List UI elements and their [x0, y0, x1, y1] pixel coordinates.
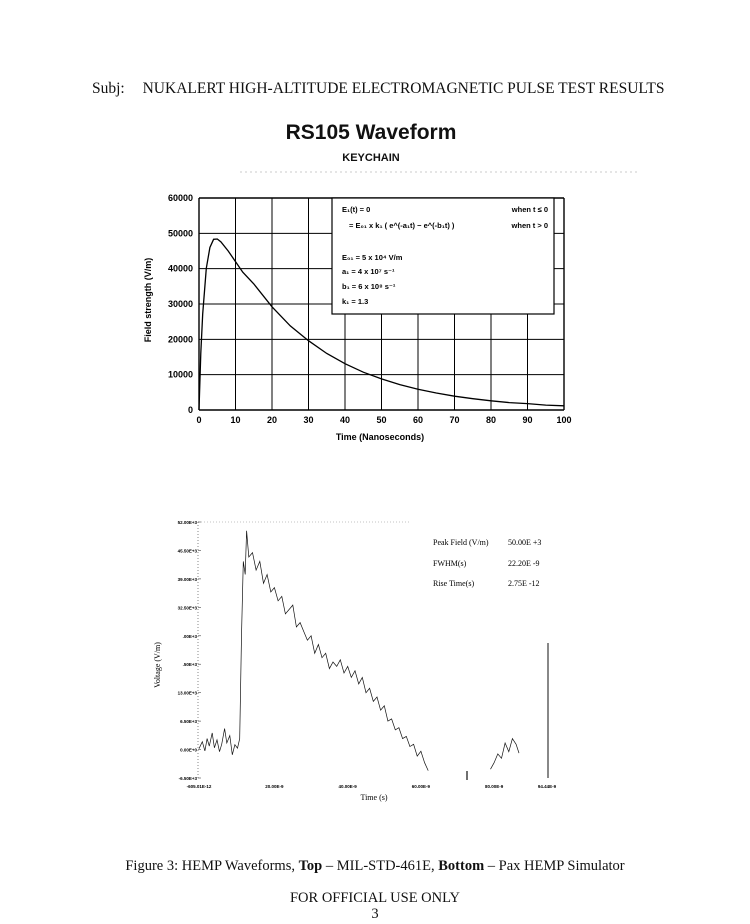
subject-text: NUKALERT HIGH-ALTITUDE ELECTROMAGNETIC PULSE TEST RESULTS: [142, 80, 665, 97]
formula-line-left: a₁ = 4 x 10⁷ s⁻¹: [342, 267, 395, 276]
security-marking: FOR OFFICIAL USE ONLY: [289, 890, 460, 906]
readout-peak-value: 50.00E +3: [508, 538, 542, 547]
bottom-chart-y-axis-label: Voltage (V/m): [153, 642, 162, 688]
bottom-y-tick-label: .00E+3: [182, 633, 197, 639]
top-chart-x-axis-label: Time (Nanoseconds): [335, 432, 425, 442]
top-chart-y-axis-label: Field strength (V/m): [143, 257, 153, 343]
top-y-tick-label: 30000: [167, 299, 193, 309]
top-chart-x-ticks: [196, 415, 571, 425]
formula-line-left: k₁ = 1.3: [342, 297, 369, 306]
readout-fwhm-value: 22.20E -9: [508, 559, 540, 568]
bottom-y-tick-label: 39.00E+3: [177, 576, 197, 582]
caption-top-text: – MIL-STD-461E,: [322, 858, 439, 874]
bottom-y-tick-label: 0.00E+0: [180, 747, 197, 753]
formula-line-left: b₁ = 6 x 10⁸ s⁻¹: [342, 282, 396, 291]
bottom-y-tick-label: 45.50E+3: [177, 548, 197, 554]
bottom-y-tick-label: -6.50E+3: [178, 776, 197, 781]
top-x-tick-label: 0: [196, 415, 202, 425]
formula-line-left: E₁(t) = 0: [342, 205, 371, 214]
top-chart-subtitle: KEYCHAIN: [342, 152, 400, 164]
top-y-tick-label: 20000: [167, 334, 193, 345]
top-x-tick-label: 50: [376, 415, 387, 425]
top-x-tick-label: 90: [522, 415, 533, 425]
bottom-chart-y-ticks: [178, 520, 201, 781]
top-y-tick-label: 0: [187, 405, 193, 415]
caption-top-label: Top: [298, 858, 323, 874]
formula-box: [332, 198, 554, 314]
subject-label: Subj:: [92, 80, 125, 97]
top-x-tick-label: 80: [485, 415, 497, 425]
bottom-y-tick-label: 6.50E+3: [180, 719, 197, 725]
bottom-chart: [153, 520, 557, 802]
bottom-chart-x-ticks: [187, 784, 557, 789]
top-x-tick-label: 60: [412, 415, 424, 425]
top-chart-title: RS105 Waveform: [285, 121, 457, 144]
top-chart: [143, 193, 572, 442]
top-x-tick-label: 70: [449, 415, 460, 425]
bottom-x-tick-label: 20.00E-9: [265, 784, 284, 789]
bottom-y-tick-label: 13.00E+3: [177, 690, 197, 696]
readout-rise-label: Rise Time(s): [433, 579, 475, 588]
top-chart-y-ticks: [168, 193, 193, 415]
top-y-tick-label: 40000: [167, 263, 193, 274]
top-y-tick-label: 60000: [167, 193, 193, 203]
caption-bottom-text: – Pax HEMP Simulator: [484, 858, 625, 874]
bottom-y-tick-label: 32.50E+3: [177, 605, 197, 611]
bottom-x-tick-label: -605.01E-12: [186, 784, 212, 789]
readout-fwhm-label: FWHM(s): [433, 559, 467, 568]
bottom-x-tick-label: 60.00E-9: [411, 784, 431, 789]
bottom-y-tick-label: 52.00E+3: [177, 520, 197, 525]
bottom-x-tick-label: 80.00E-9: [484, 784, 504, 789]
bottom-chart-readout: [433, 538, 541, 588]
bottom-chart-series-tail: [491, 739, 520, 770]
top-y-tick-label: 50000: [167, 228, 193, 239]
top-x-tick-label: 100: [556, 415, 572, 425]
top-x-tick-label: 30: [303, 415, 314, 425]
formula-line-right: when t ≤ 0: [511, 205, 548, 214]
formula-line-left: = E₀₁ x k₁ ( e^(-a₁t) − e^(-b₁t) ): [349, 221, 455, 230]
caption-prefix: Figure 3: HEMP Waveforms,: [125, 858, 299, 874]
readout-rise-value: 2.75E -12: [508, 579, 540, 588]
formula-line-left: E₀₁ = 5 x 10⁴ V/m: [342, 253, 403, 262]
figure-caption: [0, 858, 750, 875]
bottom-chart-series-main: [199, 531, 428, 771]
page-number: 3: [371, 906, 379, 922]
top-x-tick-label: 20: [266, 415, 278, 425]
top-x-tick-label: 10: [230, 415, 241, 425]
bottom-y-tick-label: .50E+3: [182, 662, 197, 668]
readout-peak-label: Peak Field (V/m): [433, 538, 489, 547]
bottom-x-tick-label: 40.00E-9: [338, 784, 357, 789]
top-x-tick-label: 40: [339, 415, 351, 425]
formula-line-right: when t > 0: [511, 221, 548, 230]
caption-bottom-label: Bottom: [438, 858, 485, 874]
page-footer: [0, 890, 750, 922]
top-y-tick-label: 10000: [167, 369, 193, 380]
bottom-chart-x-axis-label: Time (s): [360, 793, 388, 802]
bottom-x-tick-label: 94.44E-9: [537, 784, 557, 789]
